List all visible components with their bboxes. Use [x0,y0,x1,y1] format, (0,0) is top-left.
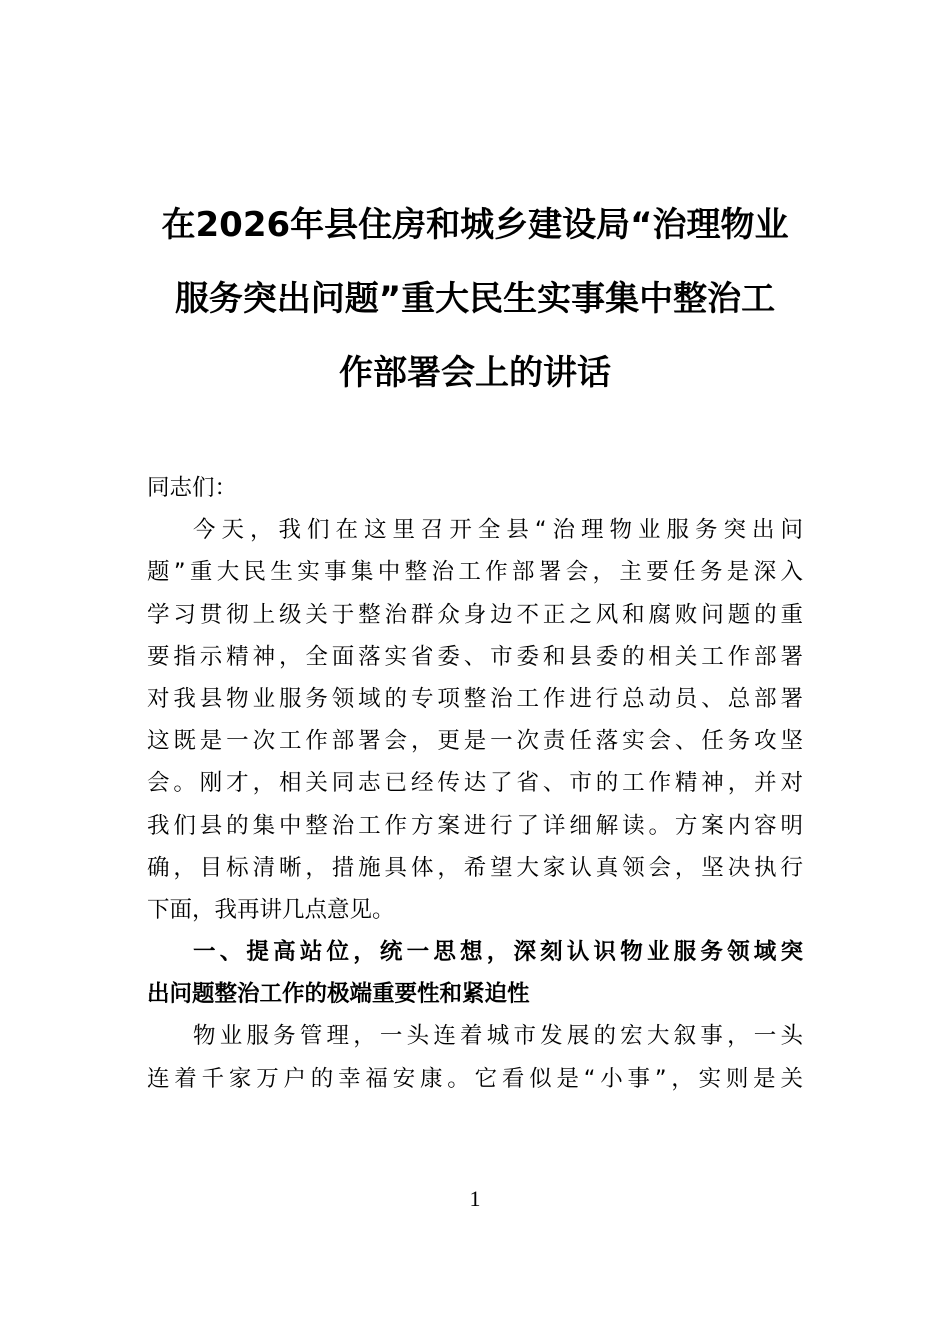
salutation: 同志们： [147,475,238,501]
paragraph-line: 我们县的集中整治工作方案进行了详细解读。方案内容明 [147,812,803,839]
paragraph-line: 这既是一次工作部署会，更是一次责任落实会、任务攻坚 [147,728,803,755]
paragraph-line: 下面，我再讲几点意见。 [147,896,395,923]
heading-line: 一、提高站位，统一思想，深刻认识物业服务领域突 [193,939,803,966]
document-body [147,467,803,1100]
paragraph-opening [147,509,803,931]
paragraph-line: 会。刚才，相关同志已经传达了省、市的工作精神，并对 [147,770,803,797]
paragraph-line: 确，目标清晰，措施具体，希望大家认真领会，坚决执行 [147,854,803,881]
paragraph-line: 题”重大民生实事集中整治工作部署会，主要任务是深入 [147,559,803,586]
paragraph-section-1 [147,1015,803,1099]
title-line-3: 作部署会上的讲话 [339,353,611,393]
paragraph-line: 要指示精神，全面落实省委、市委和县委的相关工作部署 [147,643,803,670]
heading-line: 出问题整治工作的极端重要性和紧迫性 [147,981,530,1008]
paragraph-line: 学习贯彻上级关于整治群众身边不正之风和腐败问题的重 [147,601,803,628]
paragraph-line: 对我县物业服务领域的专项整治工作进行总动员、总部署 [147,685,803,712]
page-number: 1 [469,1186,481,1211]
paragraph-line: 物业服务管理，一头连着城市发展的宏大叙事，一头 [193,1023,803,1050]
title-line-2: 服务突出问题”重大民生实事集中整治工 [174,279,776,319]
paragraph-line: 连着千家万户的幸福安康。它看似是“小事”，实则是关 [147,1065,803,1092]
paragraph-line: 今天，我们在这里召开全县“治理物业服务突出问 [193,517,803,544]
section-heading-1 [147,931,803,1015]
document-title [120,188,830,410]
title-line-1: 在2026年县住房和城乡建设局“治理物业 [161,205,789,245]
